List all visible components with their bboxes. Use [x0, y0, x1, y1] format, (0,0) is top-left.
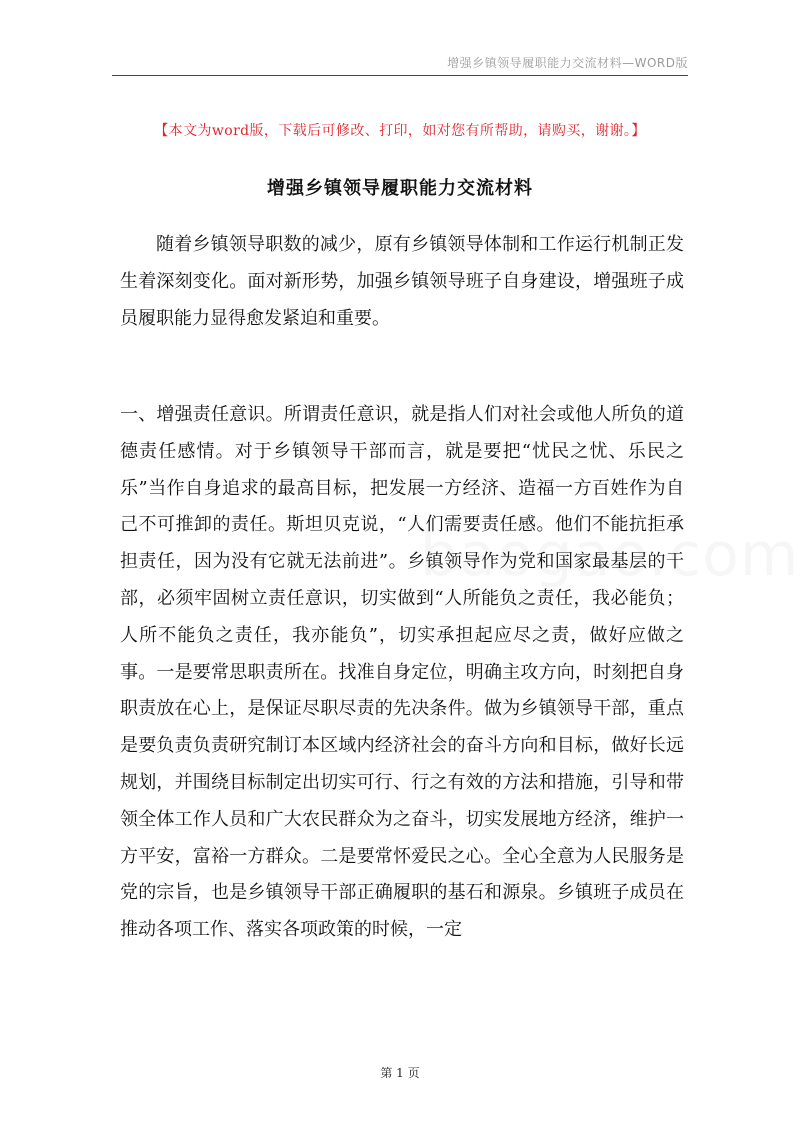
download-notice: 【本文为word版，下载后可修改、打印，如对您有所帮助，请购买，谢谢。】 — [154, 123, 646, 139]
page-number: 第 1 页 — [380, 1066, 420, 1080]
paragraph-responsibility: 一、增强责任意识。所谓责任意识，就是指人们对社会或他人所负的道德责任感情。对于乡镇领导干部而言，就是要把“忧民之忧、乐民之乐”当作自身追求的最高目标，把发展一方经济、造福一方百姓作为自己不可推卸的责任。斯坦贝克说，“人们需要责任感。他们不能抗拒承担责任，因为没有它就无法前进”。乡镇领导作为党和国家最基层的干部，必须牢固树立责任意识，切实做到“人所能负之责任，我必能负；人所不能负之责任，我亦能负”，切实承担起应尽之责，做好应做之事。一是要常思职责所在。找准自身定位，明确主攻方向，时刻把自身职责放在心上，是保证尽职尽责的先决条件。做为乡镇领导干部，重点是要负责负责研究制订本区域内经济社会的奋斗方向和目标，做好长远规划，并围绕目标制定出切实可行、行之有效的方法和措施，引导和带领全体工作人员和广大农民群众为之奋斗，切实发展地方经济，维护一方平安，富裕一方群众。二是要常怀爱民之心。全心全意为人民服务是党的宗旨，也是乡镇领导干部正确履职的基石和源泉。乡镇班子成员在推动各项工作、落实各项政策的时候，一定 — [120, 404, 684, 941]
running-header: 增强乡镇领导履职能力交流材料—WORD版 — [447, 56, 688, 70]
paragraph-intro: 随着乡镇领导职数的减少，原有乡镇领导体制和工作运行机制正发生着深刻变化。面对新形势，加强乡镇领导班子自身建设，增强班子成员履职能力显得愈发紧迫和重要。 — [120, 234, 684, 329]
document-title: 增强乡镇领导履职能力交流材料 — [267, 178, 533, 199]
header-divider — [112, 75, 688, 76]
